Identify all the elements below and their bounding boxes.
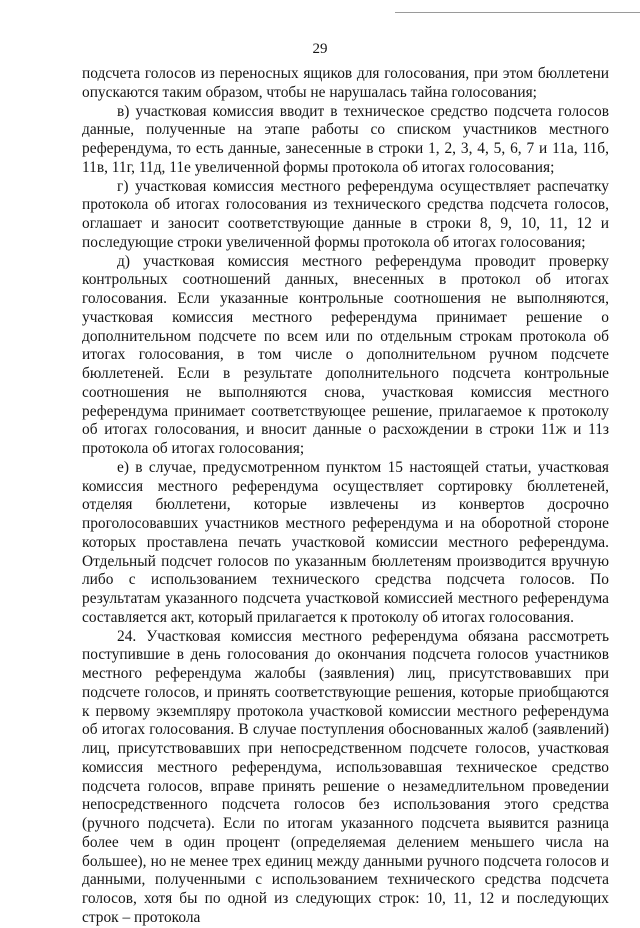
paragraph-item-g: г) участковая комиссия местного референдума осуществляет распечатку протокола об итогах голосования из технического средства подсчета голосов, оглашает и заносит соответствующие данные в строки 8, 9, 10, 11, 12 и последующие строки увеличенной формы протокола об итогах голосования;	[82, 177, 609, 251]
paragraph-item-e: е) в случае, предусмотренном пунктом 15 настоящей статьи, участковая комиссия местного референдума осуществляет сортировку бюллетеней, отделяя бюллетени, которые извлечены из конвертов досрочно проголосовавших участников местного референдума и на оборотной стороне которых проставлена печать участковой комиссии местного референдума. Отдельный подсчет голосов по указанным бюллетеням производится вручную либо с использованием технического средства подсчета голосов. По результатам указанного подсчета участковой комиссией местного референдума составляется акт, который прилагается к протоколу об итогах голосования.	[82, 458, 609, 626]
page-number: 29	[312, 41, 328, 57]
paragraph-item-d: д) участковая комиссия местного референдума проводит проверку контрольных соотношений данных, внесенных в протокол об итогах голосования. Если указанные контрольные соотношения не выполняются, участковая комиссия местного референдума принимает решение о дополнительном подсчете по всем или по отдельным строкам протокола об итогах голосования, в том числе о дополнительном ручном подсчете бюллетеней. Если в результате дополнительного подсчета контрольные соотношения не выполняются снова, участковая комиссия местного референдума принимает соответствующее решение, прилагаемое к протоколу об итогах голосования, и вносит данные о расхождении в строки 11ж и 11з протокола об итогах голосования;	[82, 252, 609, 457]
paragraph-continuation: подсчета голосов из переносных ящиков для голосования, при этом бюллетени опускаются таким образом, чтобы не нарушалась тайна голосования;	[82, 65, 609, 101]
paragraph-clause-24: 24. Участковая комиссия местного референдума обязана рассмотреть поступившие в день голосования до окончания подсчета голосов участников местного референдума жалобы (заявления) лиц, присутствовавших при подсчете голосов, и принять соответствующие решения, которые приобщаются к первому экземпляру протокола участковой комиссии местного референдума об итогах голосования. В случае поступления обоснованных жалоб (заявлений) лиц, присутствовавших при непосредственном подсчете голосов, участковая комиссия местного референдума, использовавшая техническое средство подсчета голосов, вправе принять решение о незамедлительном проведении непосредственного подсчета голосов без использования этого средства (ручного подсчета). Если по итогам указанного подсчета выявится разница более чем в один процент (определяемая делением меньшего числа на большее), но не менее трех единиц между данными ручного подсчета голосов и данными, полученными с использованием технического средства подсчета голосов, хотя бы по одной из следующих строк: 10, 11, 12 и последующих строк – протокола	[82, 627, 609, 926]
paragraph-item-v: в) участковая комиссия вводит в техническое средство подсчета голосов данные, полученные на этапе работы со списком участников местного референдума, то есть данные, занесенные в строки 1, 2, 3, 4, 5, 6, 7 и 11а, 11б, 11в, 11г, 11д, 11е увеличенной формы протокола об итогах голосования;	[82, 102, 609, 176]
scan-edge-line	[395, 12, 640, 13]
document-body	[82, 65, 609, 928]
